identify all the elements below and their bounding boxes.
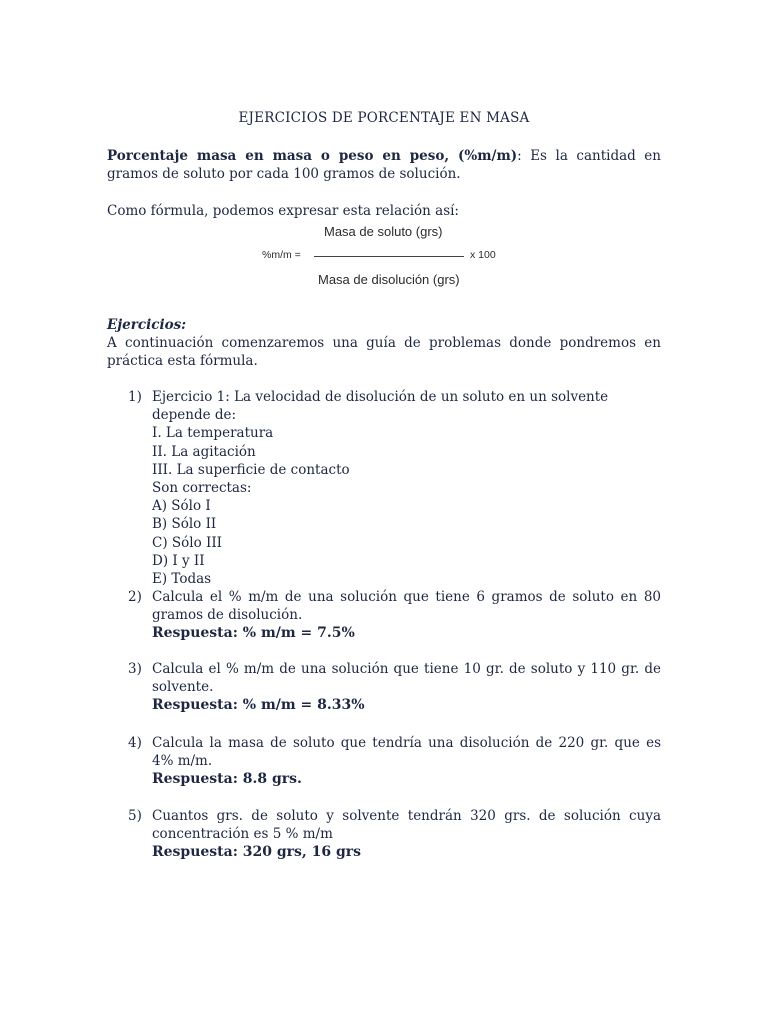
definition-paragraph bbox=[107, 147, 661, 183]
exercises-heading-text: Ejercicios: bbox=[107, 317, 187, 333]
question-2 bbox=[128, 588, 661, 643]
definition-term: Porcentaje masa en masa o peso en peso, (%m/m) bbox=[107, 148, 518, 164]
fraction-bar bbox=[314, 256, 464, 257]
option-line: II. La agitación bbox=[152, 443, 256, 460]
option-line: B) Sólo II bbox=[152, 516, 217, 533]
question-text: Ejercicio 1: La velocidad de disolución de un soluto en un solvente depende de: bbox=[152, 389, 609, 424]
option-line: A) Sólo I bbox=[152, 498, 211, 515]
option-line: D) I y II bbox=[152, 552, 205, 569]
definition-text: : Es la cantidad en gramos de soluto por cada 100 gramos de solución. bbox=[107, 148, 661, 182]
page-title: EJERCICIOS DE PORCENTAJE EN MASA bbox=[238, 110, 530, 126]
question-body bbox=[152, 388, 661, 588]
question-4 bbox=[128, 734, 661, 789]
question-answer: Respuesta: % m/m = 8.33% bbox=[152, 697, 365, 714]
option-line: E) Todas bbox=[152, 571, 212, 588]
exercises-heading bbox=[107, 316, 661, 334]
option-line: III. La superficie de contacto bbox=[152, 461, 350, 478]
question-body bbox=[152, 734, 661, 789]
question-number: 2) bbox=[128, 589, 142, 605]
question-text: Calcula el % m/m de una solución que tiene 10 gr. de soluto y 110 gr. de solvente. bbox=[152, 661, 661, 696]
formula-denominator: Masa de disolución (grs) bbox=[318, 272, 460, 287]
question-text: Calcula el % m/m de una solución que tiene 6 gramos de soluto en 80 gramos de disolución. bbox=[152, 589, 661, 624]
question-number: 4) bbox=[128, 735, 142, 751]
question-3 bbox=[128, 660, 661, 715]
question-1 bbox=[128, 388, 661, 588]
question-text: Cuantos grs. de soluto y solvente tendrán 320 grs. de solución cuya concentración es 5 % m/m bbox=[152, 808, 661, 843]
option-line: Son correctas: bbox=[152, 480, 252, 497]
question-5 bbox=[128, 807, 661, 862]
exercises-intro: A continuación comenzaremos una guía de problemas donde pondremos en práctica esta fórmula. bbox=[107, 335, 661, 369]
question-number: 5) bbox=[128, 808, 142, 824]
option-line: I. La temperatura bbox=[152, 425, 274, 442]
formula bbox=[262, 222, 512, 292]
question-answer: Respuesta: % m/m = 7.5% bbox=[152, 625, 355, 642]
question-body bbox=[152, 807, 661, 862]
formula-multiplier: x 100 bbox=[470, 249, 496, 261]
question-number: 3) bbox=[128, 661, 142, 677]
question-answer: Respuesta: 8.8 grs. bbox=[152, 771, 302, 788]
question-answer: Respuesta: 320 grs, 16 grs bbox=[152, 844, 362, 861]
question-body bbox=[152, 660, 661, 715]
formula-intro: Como fórmula, podemos expresar esta relación así: bbox=[107, 203, 459, 219]
question-body bbox=[152, 588, 661, 643]
formula-numerator: Masa de soluto (grs) bbox=[324, 224, 443, 239]
question-text: Calcula la masa de soluto que tendría una disolución de 220 gr. que es 4% m/m. bbox=[152, 735, 661, 770]
option-line: C) Sólo III bbox=[152, 534, 222, 551]
formula-lhs: %m/m = bbox=[262, 249, 301, 261]
question-number: 1) bbox=[128, 389, 142, 405]
